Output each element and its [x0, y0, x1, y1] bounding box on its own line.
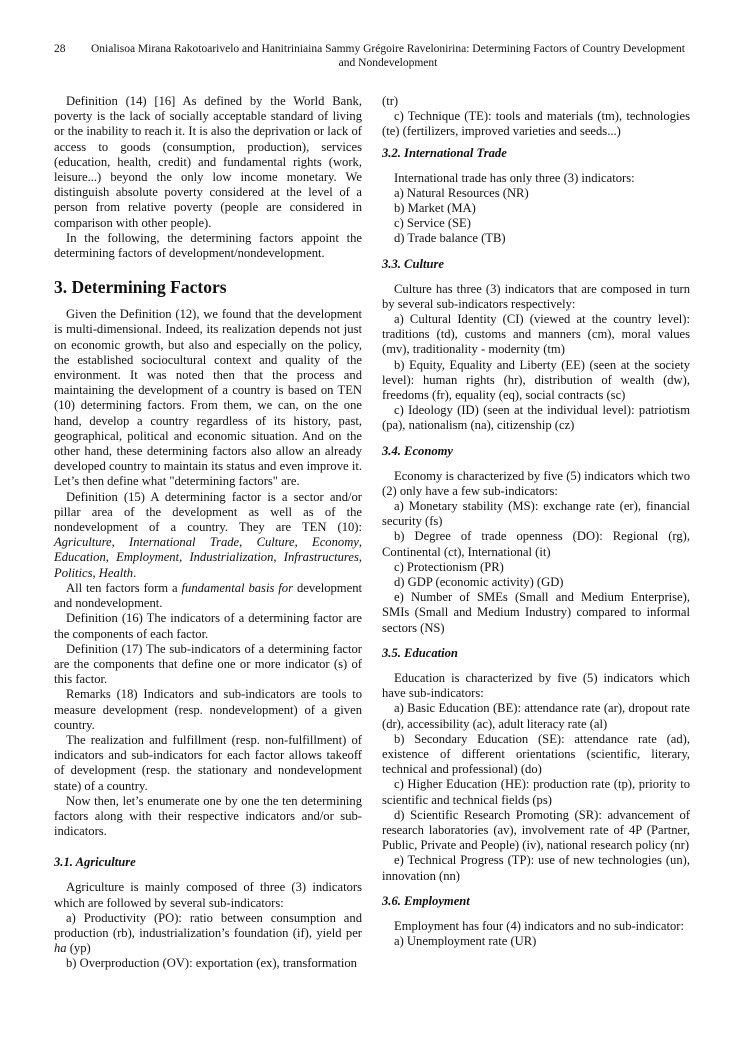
paragraph: Given the Definition (12), we found that the development is multi-dimensional. Indeed, its realization depends not just on economic growth, but also and especially on the policy, the established sociocultural context and quality of the environment. It was noted then that the process and maintaining the development of a country is based on TEN (10) determining factors. From them, we can, on the one hand, develop a country regardless of its history, past, geographical, political and economic situation. And on the other hand, these determining factors also allow an already developed country to maintain its status and even improve it. Let’s then define what "determining factors" are.	[54, 307, 362, 489]
list-item: e) Technical Progress (TP): use of new technologies (un), innovation (nn)	[382, 853, 690, 883]
list-item: c) Ideology (ID) (seen at the individual level): patriotism (pa), nationalism (na), citizenship (cz)	[382, 403, 690, 433]
factor-name: Culture	[256, 535, 295, 550]
running-title: Onialisoa Mirana Rakotoarivelo and Hanitriniaina Sammy Grégoire Ravelonirina: Determining Factors of Country Development and Nondevelopment	[90, 43, 685, 69]
list-item: d) GDP (economic activity) (GD)	[394, 575, 564, 590]
list-item: b) Market (MA)	[394, 201, 476, 216]
list-item: c) Higher Education (HE): production rate (tp), priority to scientific and technical fields (ps)	[382, 777, 690, 807]
page-number: 28	[54, 43, 66, 55]
factor-name: Industrialization	[189, 550, 274, 565]
paragraph: In the following, the determining factors appoint the determining factors of development/nondevelopment.	[54, 230, 362, 261]
subsection-heading: 3.2. International Trade	[382, 145, 507, 160]
list-item: c) Service (SE)	[394, 216, 471, 231]
subsection-heading: 3.5. Education	[382, 645, 458, 660]
subsection-heading: 3.3. Culture	[382, 256, 444, 271]
section-heading: 3. Determining Factors	[54, 277, 227, 298]
list-item: e) Number of SMEs (Small and Medium Enterprise), SMIs (Small and Medium Industry) compared to informal sectors (NS)	[382, 590, 690, 635]
paragraph: Agriculture is mainly composed of three (3) indicators which are followed by several sub-indicators:	[54, 880, 362, 910]
list-item: a) Basic Education (BE): attendance rate (ar), dropout rate (dr), accessibility (ac), adult literacy rate (al)	[382, 701, 690, 731]
text-span: development and nondevelopment.	[54, 580, 362, 611]
subsection-heading: 3.4. Economy	[382, 443, 454, 458]
factor-name: Agriculture	[54, 535, 112, 550]
paragraph: Definition (16) The indicators of a determining factor are the components of each factor.	[54, 611, 362, 641]
text-span: (yp)	[66, 941, 91, 956]
factor-name: Economy	[312, 535, 359, 550]
list-item: c) Protectionism (PR)	[394, 559, 504, 574]
list-item: a) Cultural Identity (CI) (viewed at the country level): traditions (td), customs and manners (cm), moral values (mv), traditionality - modernity (tm)	[382, 312, 690, 357]
paragraph: International trade has only three (3) indicators:	[394, 170, 635, 185]
factor-name: Politics	[54, 565, 93, 580]
subsection-heading: 3.6. Employment	[382, 893, 470, 908]
left-column	[54, 94, 362, 972]
paragraph: Now then, let’s enumerate one by one the ten determining factors along with their respective indicators and/or sub-indicators.	[54, 793, 362, 839]
list-item: d) Trade balance (TB)	[394, 231, 506, 246]
emphasis: ha	[54, 941, 67, 956]
list-item: b) Secondary Education (SE): attendance rate (ad), existence of different orientations (scientific, literary, technical and professional) (do)	[382, 731, 690, 777]
list-item: a) Unemployment rate (UR)	[394, 933, 537, 948]
text-span: Definition (15) A determining factor is a sector and/or pillar area of the development as well as of the nondevelopment of a country. They are TEN (10):	[54, 489, 362, 535]
paragraph: Employment has four (4) indicators and no sub-indicator:	[394, 918, 684, 933]
paragraph: Definition (15) A determining factor is a sector and/or pillar area of the development as well as of the nondevelopment of a country. They are TEN (10): Agriculture, International Trade, Culture, Economy, Education, Employment, Industrialization, Infrastructures, Politics, Health.	[54, 489, 363, 580]
factor-name: Infrastructures	[283, 550, 359, 565]
list-item: b) Degree of trade openness (DO): Regional (rg), Continental (ct), International (it)	[382, 529, 690, 559]
factor-name: Health	[98, 565, 134, 580]
list-item: a) Monetary stability (MS): exchange rate (er), financial security (fs)	[382, 499, 690, 529]
list-item: c) Technique (TE): tools and materials (tm), technologies (te) (fertilizers, improved varieties and seeds...)	[382, 109, 690, 139]
paragraph: Culture has three (3) indicators that are composed in turn by several sub-indicators respectively:	[382, 281, 690, 311]
text-continuation: (tr)	[382, 94, 399, 108]
list-item: b) Equity, Equality and Liberty (EE) (seen at the society level): human rights (hr), distribution of wealth (dw), freedoms (fr), equality (eq), social contracts (sc)	[382, 357, 690, 403]
text-span: All ten factors form a	[66, 580, 182, 595]
paragraph: Definition (14) [16] As defined by the World Bank, poverty is the lack of socially acceptable standard of living or the inability to reach it. It is also the deprivation or lack of access to goods (consumption, production), services (education, health, credit) and fundamental rights (work, leisure...) beyond the only low income monetary. We distinguish absolute poverty considered at the level of a person from relative poverty (people are considered in comparison with other people).	[54, 94, 362, 230]
paragraph: Definition (17) The sub-indicators of a determining factor are the components that define one or more indicator (s) of this factor.	[54, 641, 362, 687]
paragraph: Economy is characterized by five (5) indicators which two (2) only have a few sub-indicators:	[382, 468, 690, 498]
paragraph: The realization and fulfillment (resp. non-fulfillment) of indicators and sub-indicators for each factor allows takeoff of development (resp. the stationary and nondevelopment state) of a country.	[54, 732, 362, 793]
paragraph: Education is characterized by five (5) indicators which have sub-indicators:	[382, 670, 690, 701]
list-item: a) Natural Resources (NR)	[394, 185, 529, 200]
factor-name: International Trade	[129, 535, 240, 550]
list-item	[54, 911, 362, 957]
subsection-heading: 3.1. Agriculture	[54, 855, 136, 870]
paragraph: Remarks (18) Indicators and sub-indicators are tools to measure development (resp. nondevelopment) of a given country.	[54, 687, 362, 732]
text-span: a) Productivity (PO): ratio between consumption and production (rb), industrialization’s foundation (if), yield per	[54, 910, 362, 940]
list-item: b) Overproduction (OV): exportation (ex), transformation	[66, 956, 357, 971]
factor-name: Employment	[116, 550, 180, 565]
right-column	[382, 94, 690, 949]
factor-name: Education	[54, 550, 106, 565]
running-header	[0, 38, 744, 72]
paragraph	[54, 581, 362, 611]
emphasis: fundamental basis for	[181, 580, 293, 595]
list-item: d) Scientific Research Promoting (SR): advancement of research laboratories (av), involvement rate of 4P (Partner, Public, Private and People) (iv), national research policy (nr)	[382, 807, 690, 853]
